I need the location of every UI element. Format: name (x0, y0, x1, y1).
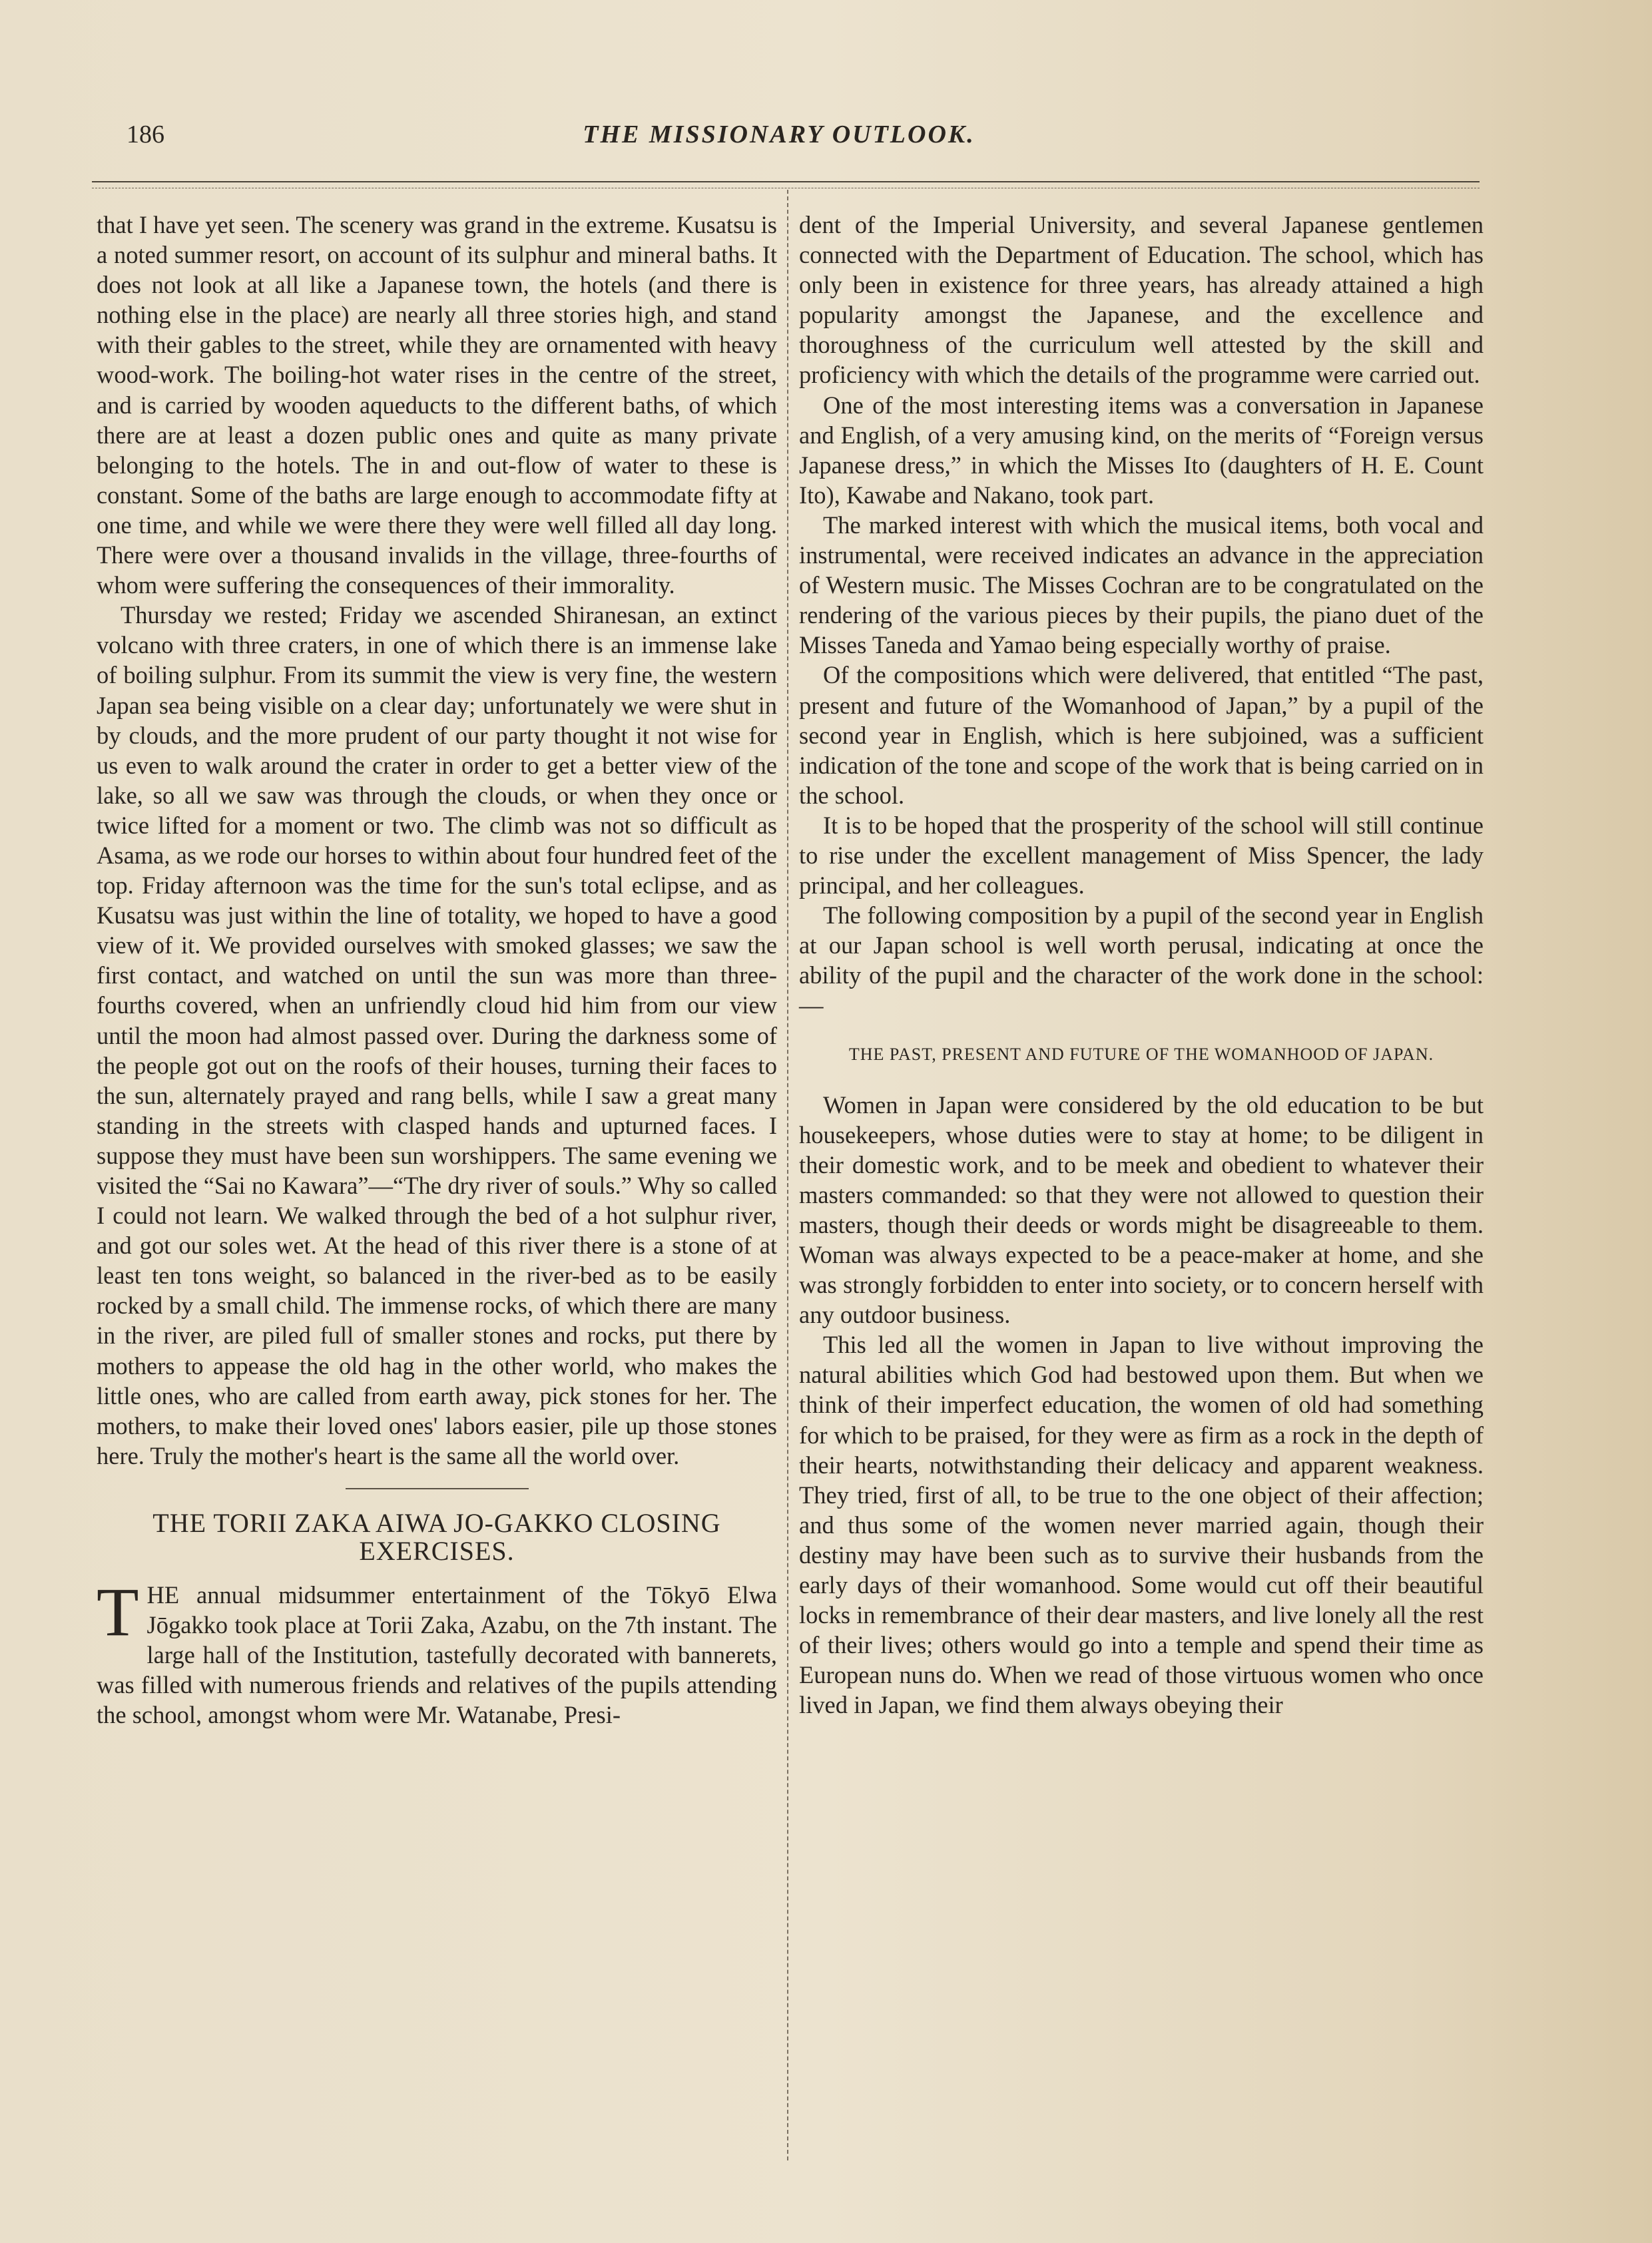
right-column (799, 210, 1484, 1720)
left-column (97, 210, 777, 1730)
right-paragraph-1: dent of the Imperial University, and several Japanese gentlemen connected with the Department of Education. The school, which has only been in existence for three years, has already attained a high popularity amongst the Japanese, and the excellence and thoroughness of the curriculum well attested by the skill and proficiency with which the details of the programme were carried out. (799, 211, 1484, 389)
right-paragraph-5: It is to be hoped that the prosperity of the school will still continue to rise under the excellent management of Miss Spencer, the lady principal, and her colleagues. (799, 811, 1484, 899)
composition-title: THE PAST, PRESENT AND FUTURE OF THE WOMANHOOD OF JAPAN. (848, 1044, 1434, 1064)
article-title: THE TORII ZAKA AIWA JO-GAKKO CLOSING EXERCISES. (152, 1507, 721, 1566)
page-header (80, 120, 1478, 166)
composition-paragraph-1: Women in Japan were considered by the old education to be but housekeepers, whose duties were to stay at home; to be diligent in their domestic work, and to be meek and obedient to whatever their masters commanded: so that they were not allowed to question their masters, though their deeds or words might be disagreeable to them. Woman was always expected to be a peace-maker at home, and she was strongly forbidden to enter into society, or to concern herself with any outdoor business. (799, 1091, 1484, 1329)
article-separator (346, 1488, 529, 1489)
running-title: THE MISSIONARY OUTLOOK. (583, 121, 975, 148)
left-paragraph-2: Thursday we rested; Friday we ascended Shiranesan, an extinct volcano with three craters, in one of which there is an immense lake of boiling sulphur. From its summit the view is very fine, the western Japan sea being visible on a clear day; unfortunately we were shut in by clouds, and the more prudent of our party thought it not wise for us even to walk around the crater in order to get a better view of the lake, so all we saw was through the clouds, or when they once or twice lifted for a moment or two. The climb was not so difficult as Asama, as we rode our horses to within about four hundred feet of the top. Friday afternoon was the time for the sun's total eclipse, and as Kusatsu was just within the line of totality, we hoped to have a good view of it. We provided ourselves with smoked glasses; we saw the first contact, and watched on until the sun was more than three-fourths covered, when an unfriendly cloud hid him from our view until the moon had almost passed over. During the darkness some of the people got out on the roofs of their houses, turning their faces to the sun, alternately prayed and rang bells, while I saw a great many standing in the streets with clasped hands and upturned faces. I suppose they must have been sun worshippers. The same evening we visited the “Sai no Kawara”—“The dry river of souls.” Why so called I could not learn. We walked through the bed of a hot sulphur river, and got our soles wet. At the head of this river there is a stone of at least ten tons weight, so balanced in the river-bed as to be easily rocked by a small child. The immense rocks, of which there are many in the river, are piled full of smaller stones and rocks, put there by mothers to appease the old hag in the other world, who makes the little ones, who are called from earth away, pick stones for her. The mothers, to make their loved ones' labors easier, pile up those stones here. Truly the mother's heart is the same all the world over. (97, 601, 777, 1469)
composition-paragraph-2: This led all the women in Japan to live without improving the natural abilities which God had bestowed upon them. But when we think of their imperfect education, the women of old had something for which to be praised, for they were as firm as a rock in the depth of their hearts, notwithstanding their delicacy and apparent weakness. They tried, first of all, to be true to the one object of their affection; and thus some of the women never married again, though their destiny may have been such as to survive their husbands from the early days of their womanhood. Some would cut off their beautiful locks in remembrance of their dear masters, and live lonely all the rest of their lives; others would go into a temple and spend their time as European nuns do. When we read of those virtuous women who once lived in Japan, we find them always obeying their (799, 1331, 1484, 1719)
right-paragraph-2: One of the most interesting items was a conversation in Japanese and English, of a very amusing kind, on the merits of “Foreign versus Japanese dress,” in which the Misses Ito (daughters of H. E. Count Ito), Kawabe and Nakano, took part. (799, 391, 1484, 509)
article-opening-paragraph (97, 1573, 777, 1730)
article-opening-text: HE annual midsummer entertainment of the Tōkyō Elwa Jōgakko took place at Torii Zaka, Azabu, on the 7th instant. The large hall of the Institution, tastefully decorated with bannerets, was filled with numerous friends and relatives of the pupils attending the school, amongst whom were Mr. Watanabe, Presi- (97, 1581, 777, 1729)
drop-cap: T (97, 1573, 139, 1650)
right-paragraph-6: The following composition by a pupil of the second year in English at our Japan school is well worth perusal, indicating at once the ability of the pupil and the character of the work done in the school:— (799, 901, 1484, 1019)
page-number: 186 (127, 121, 164, 148)
header-rule (92, 181, 1480, 182)
left-paragraph-1: that I have yet seen. The scenery was grand in the extreme. Kusatsu is a noted summer resort, on account of its sulphur and mineral baths. It does not look at all like a Japanese town, the hotels (and there is nothing else in the place) are nearly all three stories high, and stand with their gables to the street, while they are ornamented with heavy wood-work. The boiling-hot water rises in the centre of the street, and is carried by wooden aqueducts to the different baths, of which there are at least a dozen public ones and quite as many private belonging to the hotels. The in and out-flow of water to these is constant. Some of the baths are large enough to accommodate fifty at one time, and while we were there they were well filled all day long. There were over a thousand invalids in the village, three-fourths of whom were suffering the consequences of their immorality. (97, 211, 777, 599)
right-paragraph-4: Of the compositions which were delivered, that entitled “The past, present and future of the Womanhood of Japan,” by a pupil of the second year in English, which is here subjoined, was a sufficient indication of the tone and scope of the work that is being carried on in the school. (799, 661, 1484, 809)
column-divider (787, 190, 788, 2160)
right-paragraph-3: The marked interest with which the musical items, both vocal and instrumental, were received indicates an advance in the appreciation of Western music. The Misses Cochran are to be congratulated on the rendering of the various pieces by their pupils, the piano duet of the Misses Taneda and Yamao being especially worthy of praise. (799, 511, 1484, 659)
